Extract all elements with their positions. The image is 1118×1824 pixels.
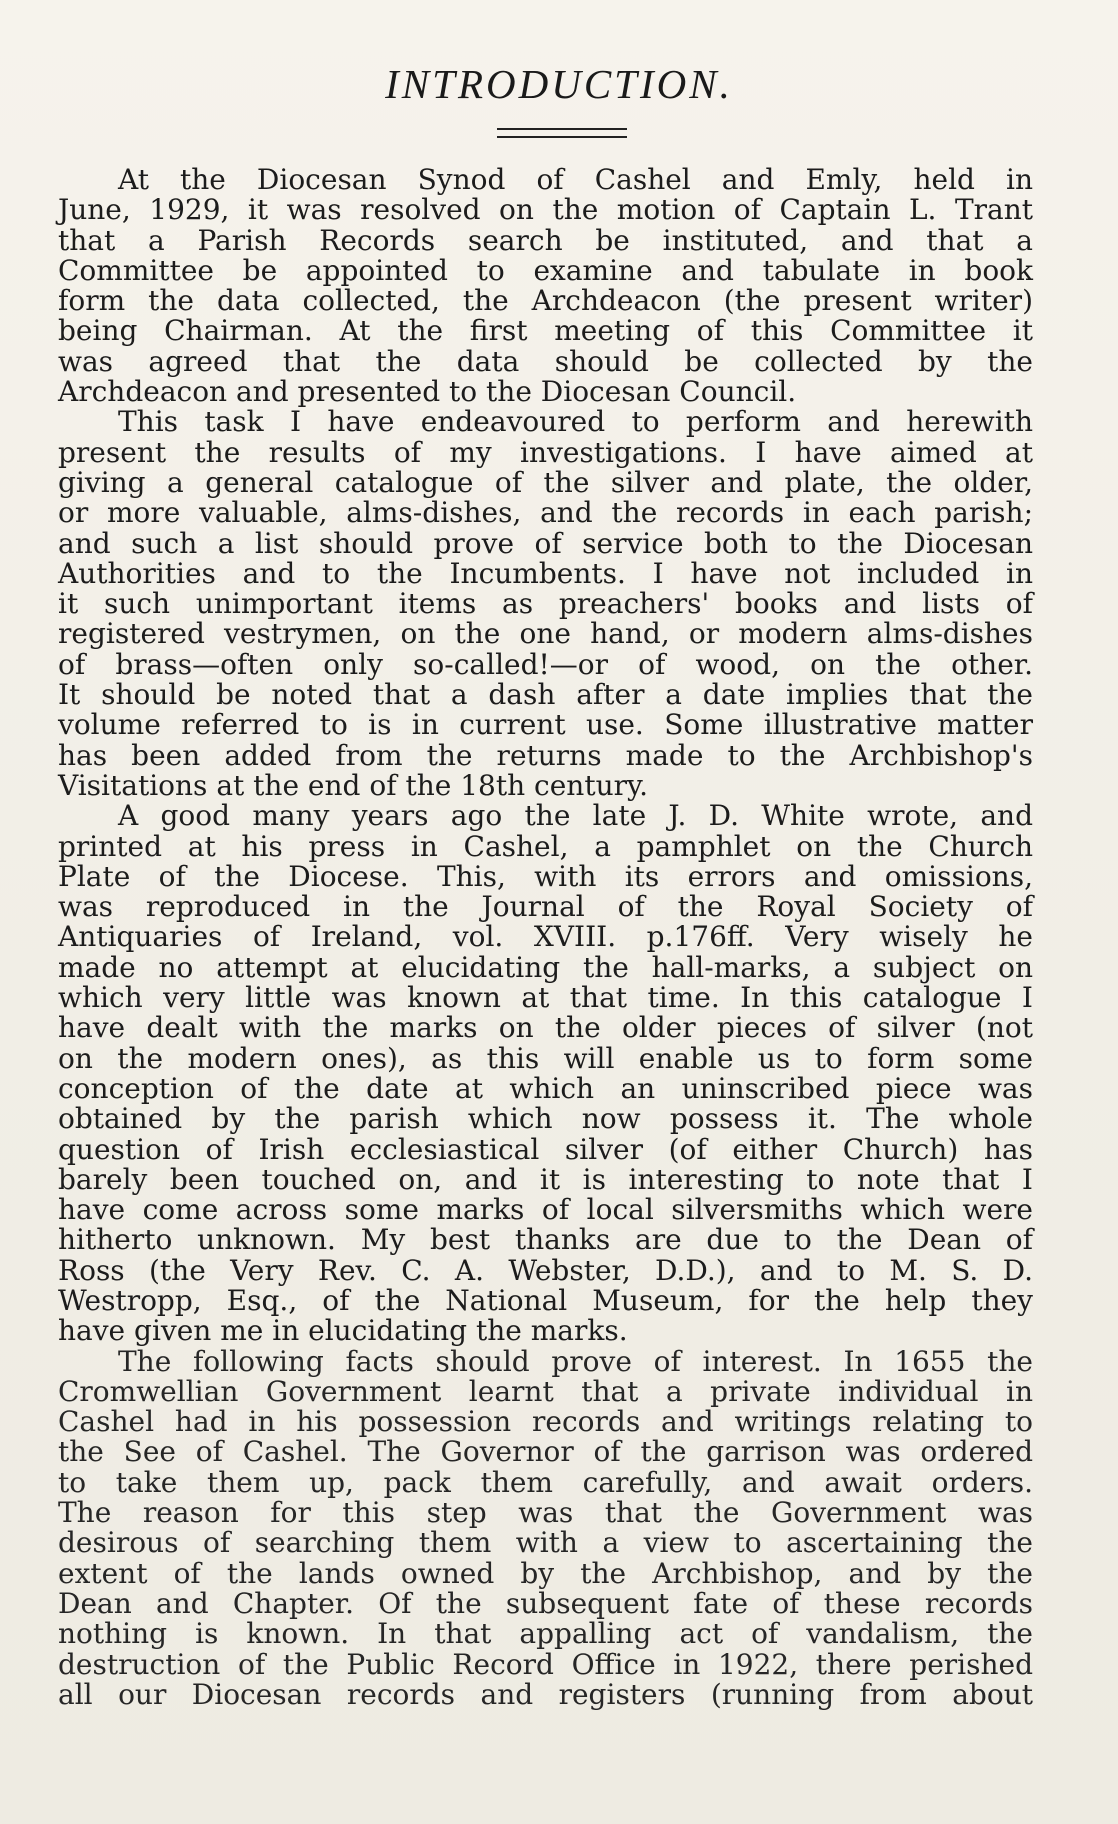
text-line: Plate of the Diocese. This, with its errors and omissions,: [58, 859, 1033, 893]
text-line: printed at his press in Cashel, a pamphlet on the Church: [58, 829, 1033, 863]
text-line: The following facts should prove of interest. In 1655 the: [118, 1344, 1033, 1378]
text-line: Antiquaries of Ireland, vol. XVIII. p.176ff. Very wisely he: [58, 920, 1033, 954]
text-line: barely been touched on, and it is interesting to note that I: [58, 1162, 1033, 1196]
text-line: have given me in elucidating the marks.: [58, 1314, 628, 1348]
text-line: Cromwellian Government learnt that a private individual in: [58, 1374, 1033, 1408]
text-line: giving a general catalogue of the silver and plate, the older,: [58, 465, 1033, 499]
text-line: all our Diocesan records and registers (running from about: [58, 1677, 1033, 1711]
text-line: was reproduced in the Journal of the Royal Society of: [58, 890, 1033, 924]
text-line: of brass—often only so-called!—or of wood, on the other.: [58, 647, 1033, 681]
text-line: Westropp, Esq., of the National Museum, for the help they: [58, 1283, 1033, 1317]
text-line: present the results of my investigations. I have aimed at: [58, 435, 1033, 469]
text-line: extent of the lands owned by the Archbishop, and by the: [58, 1556, 1033, 1590]
text-line: conception of the date at which an uninscribed piece was: [58, 1071, 1033, 1105]
title-rule-lower: [497, 136, 627, 138]
text-line: A good many years ago the late J. D. White wrote, and: [118, 799, 1033, 833]
text-line: volume referred to is in current use. Some illustrative matter: [58, 708, 1033, 742]
text-line: desirous of searching them with a view to ascertaining the: [58, 1526, 1033, 1560]
text-line: registered vestrymen, on the one hand, or modern alms-dishes: [58, 617, 1033, 651]
text-line: have come across some marks of local silversmiths which were: [58, 1193, 1033, 1227]
text-line: or more valuable, alms-dishes, and the records in each parish;: [58, 496, 1033, 530]
text-line: Committee be appointed to examine and tabulate in book: [58, 253, 1033, 287]
text-line: Authorities and to the Incumbents. I have not included in: [58, 556, 1033, 590]
text-line: form the data collected, the Archdeacon (the present writer): [58, 284, 1033, 318]
text-line: It should be noted that a dash after a date implies that the: [58, 678, 1033, 712]
text-line: destruction of the Public Record Office in 1922, there perished: [58, 1647, 1033, 1681]
page-title: INTRODUCTION.: [385, 61, 733, 107]
text-line: on the modern ones), as this will enable us to form some: [58, 1041, 1033, 1075]
text-line: hitherto unknown. My best thanks are due to the Dean of: [58, 1223, 1033, 1257]
text-line: being Chairman. At the first meeting of this Committee it: [58, 314, 1033, 348]
text-line: has been added from the returns made to the Archbishop's: [58, 738, 1033, 772]
text-line: and such a list should prove of service both to the Diocesan: [58, 526, 1033, 560]
text-line: Ross (the Very Rev. C. A. Webster, D.D.), and to M. S. D.: [58, 1253, 1033, 1287]
title-rule-upper: [497, 128, 627, 130]
text-line: obtained by the parish which now possess it. The whole: [58, 1102, 1033, 1136]
text-line: that a Parish Records search be instituted, and that a: [58, 223, 1033, 257]
body-text: [58, 165, 1033, 1710]
text-line: have dealt with the marks on the older pieces of silver (not: [58, 1011, 1033, 1045]
text-line: to take them up, pack them carefully, and await orders.: [58, 1465, 1033, 1499]
text-line: The reason for this step was that the Government was: [58, 1496, 1033, 1530]
text-line: June, 1929, it was resolved on the motion of Captain L. Trant: [58, 193, 1033, 227]
text-line: This task I have endeavoured to perform and herewith: [118, 405, 1033, 439]
text-line: it such unimportant items as preachers' books and lists of: [58, 587, 1033, 621]
text-line: nothing is known. In that appalling act of vandalism, the: [58, 1617, 1033, 1651]
text-line: Dean and Chapter. Of the subsequent fate of these records: [58, 1586, 1033, 1620]
text-line: the See of Cashel. The Governor of the garrison was ordered: [58, 1435, 1033, 1469]
text-line: Visitations at the end of the 18th century.: [58, 768, 648, 802]
text-line: Cashel had in his possession records and writings relating to: [58, 1405, 1033, 1439]
text-line: was agreed that the data should be collected by the: [58, 344, 1033, 378]
text-line: which very little was known at that time. In this catalogue I: [58, 981, 1033, 1015]
text-line: At the Diocesan Synod of Cashel and Emly, held in: [118, 163, 1033, 196]
text-line: made no attempt at elucidating the hall-marks, a subject on: [58, 950, 1033, 984]
text-line: Archdeacon and presented to the Diocesan Council.: [58, 375, 797, 409]
text-line: question of Irish ecclesiastical silver (of either Church) has: [58, 1132, 1033, 1166]
